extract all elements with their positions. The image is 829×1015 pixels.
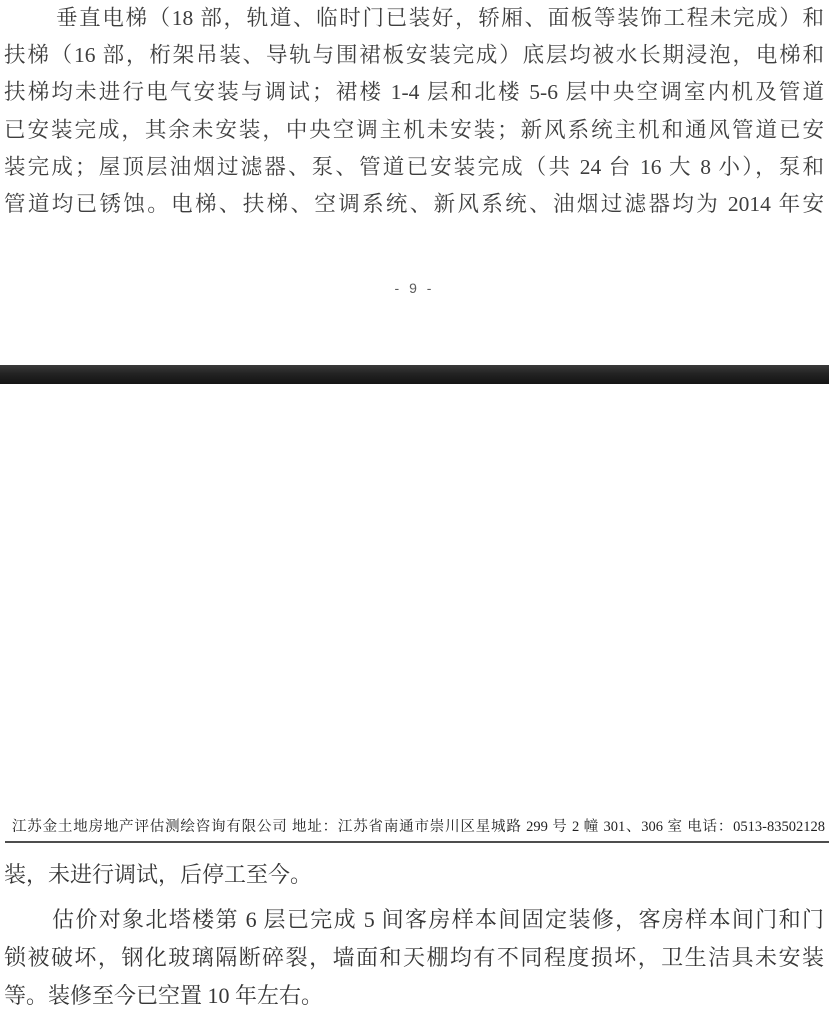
page-1 [0, 0, 829, 365]
body-text-line: 装完成；屋顶层油烟过滤器、泵、管道已安装完成（共 24 台 16 大 8 小），泵和 [4, 154, 824, 179]
page-separator-bar [0, 365, 829, 384]
body-text-line: 管道均已锈蚀。电梯、扶梯、空调系统、新风系统、油烟过滤器均为 2014 年安 [4, 192, 824, 217]
page2-paragraphs [4, 856, 824, 1015]
page-2 [0, 384, 829, 1008]
header-divider-rule [5, 841, 829, 843]
body-text-line: 装，未进行调试，后停工至今。 [4, 862, 313, 887]
body-text-line: 扶梯（16 部，桁架吊装、导轨与围裙板安装完成）底层均被水长期浸泡，电梯和 [4, 43, 824, 68]
page1-paragraph [4, 0, 824, 223]
body-text-line: 锁被破坏，钢化玻璃隔断碎裂，墙面和天棚均有不同程度损坏，卫生洁具未安装 [4, 945, 824, 970]
body-text-line: 垂直电梯（18 部，轨道、临时门已装好，轿厢、面板等装饰工程未完成）和 [56, 6, 824, 30]
body-text-line: 等。装修至今已空置 10 年左右。 [4, 983, 324, 1008]
company-info-header: 江苏金土地房地产评估测绘咨询有限公司 地址：江苏省南通市崇川区星城路 299 号 2 幢 301、306 室 电话：0513-83502128 [12, 819, 825, 835]
body-text-line: 已安装完成，其余未安装，中央空调主机未安装；新风系统主机和通风管道已安 [4, 117, 824, 142]
body-text-line: 估价对象北塔楼第 6 层已完成 5 间客房样本间固定装修，客房样本间门和门 [52, 907, 824, 932]
page-number: - 9 - [394, 280, 435, 296]
body-text-line: 扶梯均未进行电气安装与调试；裙楼 1-4 层和北楼 5-6 层中央空调室内机及管道 [4, 80, 824, 105]
